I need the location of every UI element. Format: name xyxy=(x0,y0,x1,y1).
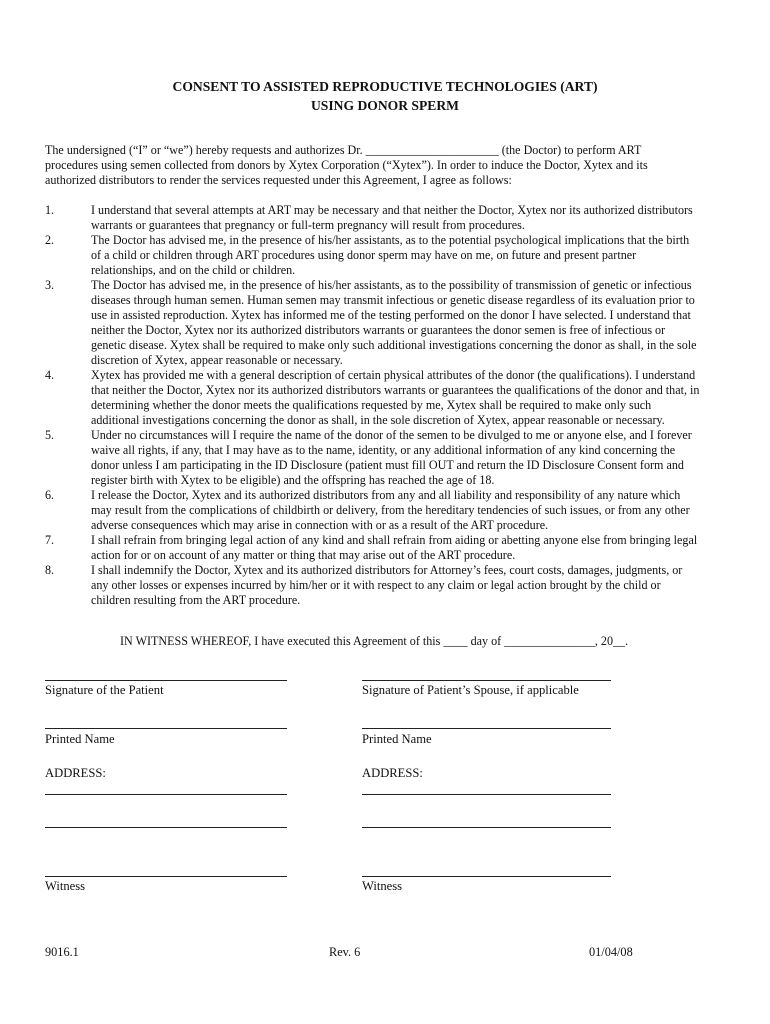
patient-printed-name-line[interactable] xyxy=(45,728,287,729)
term-line: The Doctor has advised me, in the presence of his/her assistants, as to the possibility of transmission of genetic or infectious xyxy=(91,278,692,292)
term-item-8 xyxy=(45,563,735,608)
document-title-line-1: CONSENT TO ASSISTED REPRODUCTIVE TECHNOLOGIES (ART) xyxy=(172,79,598,94)
intro-line: procedures using semen collected from donors by Xytex Corporation (“Xytex”). In order to induce the Doctor, Xytex and its xyxy=(45,158,648,172)
term-item-4 xyxy=(45,368,735,428)
spouse-printed-name-label: Printed Name xyxy=(362,732,432,746)
term-line: I release the Doctor, Xytex and its authorized distributors from any and all liability and responsibility of any nature which xyxy=(91,488,681,502)
spouse-witness-label: Witness xyxy=(362,879,403,893)
term-item-7 xyxy=(45,533,735,563)
term-line: donor unless I am participating in the ID Disclosure (patient must fill OUT and return the ID Disclosure Consent form and xyxy=(91,458,684,472)
patient-witness-label: Witness xyxy=(45,879,86,893)
term-line: use in assisted reproduction. Xytex has informed me of the testing performed on the donor I have selected. I understand that xyxy=(91,308,691,322)
term-line: diseases through human semen. Human semen may transmit infectious or genetic disease regardless of its evaluation prior to xyxy=(91,293,695,307)
term-number: 4. xyxy=(45,368,55,382)
term-line: any other losses or expenses incurred by him/her or it with respect to any claim or legal action brought by the child or xyxy=(91,578,661,592)
intro-line: authorized distributors to render the services requested under this Agreement, I agree as follows: xyxy=(45,173,512,187)
spouse-signature-label: Signature of Patient’s Spouse, if applicable xyxy=(362,683,579,697)
term-line: action for or on account of any matter or thing that may arise out of the ART procedure. xyxy=(91,548,516,562)
spouse-witness-line[interactable] xyxy=(362,876,611,877)
term-line: register birth with Xytex to be eligible) and the offspring has reached the age of 18. xyxy=(91,473,495,487)
term-line: discretion of Xytex, appear reasonable or necessary. xyxy=(91,353,343,367)
term-line: neither the Doctor, Xytex nor its authorized distributors warrants or guarantees the donor semen is free of infectious or xyxy=(91,323,666,337)
term-line: The Doctor has advised me, in the presence of his/her assistants, as to the potential psychological implications that the birth xyxy=(91,233,690,247)
form-number: 9016.1 xyxy=(45,945,79,959)
term-line: children resulting from the ART procedure. xyxy=(91,593,301,607)
witness-statement: IN WITNESS WHEREOF, I have executed this Agreement of this ____ day of _______________, 20__. xyxy=(120,634,629,648)
term-item-5 xyxy=(45,428,735,488)
term-line: may result from the complications of childbirth or delivery, from the hereditary tendencies of such issues, or from any other xyxy=(91,503,690,517)
agreement-terms-list xyxy=(45,203,735,608)
intro-line: The undersigned (“I” or “we”) hereby requests and authorizes Dr. ______________________ (the Doctor) to perform ART xyxy=(45,143,642,157)
patient-printed-name-label: Printed Name xyxy=(45,732,115,746)
term-item-1 xyxy=(45,203,735,233)
patient-signature-line[interactable] xyxy=(45,680,287,681)
term-number: 2. xyxy=(45,233,55,247)
patient-address-line-2[interactable] xyxy=(45,827,287,828)
form-date: 01/04/08 xyxy=(589,945,633,959)
intro-paragraph xyxy=(45,143,735,188)
spouse-address-line-2[interactable] xyxy=(362,827,611,828)
term-line: I shall indemnify the Doctor, Xytex and its authorized distributors for Attorney’s fees, court costs, damages, judgments, or xyxy=(91,563,683,577)
term-line: waive all rights, if any, that I may have as to the name, identity, or any additional information of any kind concerning the xyxy=(91,443,676,457)
term-item-6 xyxy=(45,488,735,533)
spouse-signature-line[interactable] xyxy=(362,680,611,681)
term-line: I understand that several attempts at ART may be necessary and that neither the Doctor, Xytex nor its authorized distributors xyxy=(91,203,693,217)
patient-witness-line[interactable] xyxy=(45,876,287,877)
term-line: adverse consequences which may arise in connection with or as a result of the ART procedure. xyxy=(91,518,549,532)
term-item-2 xyxy=(45,233,735,278)
term-line: of a child or children through ART procedures using donor sperm may have on me, on future and present partner xyxy=(91,248,637,262)
term-line: that neither the Doctor, Xytex nor its authorized distributors warrants or guarantees the qualifications of the donor and that, in xyxy=(91,383,700,397)
term-line: additional investigations concerning the donor as shall, in the sole discretion of Xytex, appear reasonable or necessary. xyxy=(91,413,665,427)
term-number: 6. xyxy=(45,488,55,502)
patient-address-label: ADDRESS: xyxy=(45,766,106,780)
term-line: Xytex has provided me with a general description of certain physical attributes of the donor (the qualifications). I understand xyxy=(91,368,696,382)
term-line: warrants or guarantees that pregnancy or full-term pregnancy will result from procedures. xyxy=(91,218,525,232)
patient-signature-label: Signature of the Patient xyxy=(45,683,164,697)
term-number: 7. xyxy=(45,533,55,547)
revision-label: Rev. 6 xyxy=(329,945,361,959)
term-line: relationships, and on the child or children. xyxy=(91,263,296,277)
spouse-address-line-1[interactable] xyxy=(362,794,611,795)
term-line: Under no circumstances will I require the name of the donor of the semen to be divulged to me or anyone else, and I forever xyxy=(91,428,692,442)
term-line: determining whether the donor meets the qualifications requested by me, Xytex shall be required to make only such xyxy=(91,398,652,412)
term-item-3 xyxy=(45,278,735,368)
spouse-address-label: ADDRESS: xyxy=(362,766,423,780)
spouse-printed-name-line[interactable] xyxy=(362,728,611,729)
document-title-line-2: USING DONOR SPERM xyxy=(310,98,460,113)
term-number: 3. xyxy=(45,278,55,292)
term-line: I shall refrain from bringing legal action of any kind and shall refrain from aiding or abetting anyone else from bringing legal xyxy=(91,533,698,547)
term-line: genetic disease. Xytex shall be required to make only such additional investigations concerning the donor as shall, in the sole xyxy=(91,338,697,352)
term-number: 1. xyxy=(45,203,55,217)
term-number: 5. xyxy=(45,428,55,442)
term-number: 8. xyxy=(45,563,55,577)
patient-address-line-1[interactable] xyxy=(45,794,287,795)
